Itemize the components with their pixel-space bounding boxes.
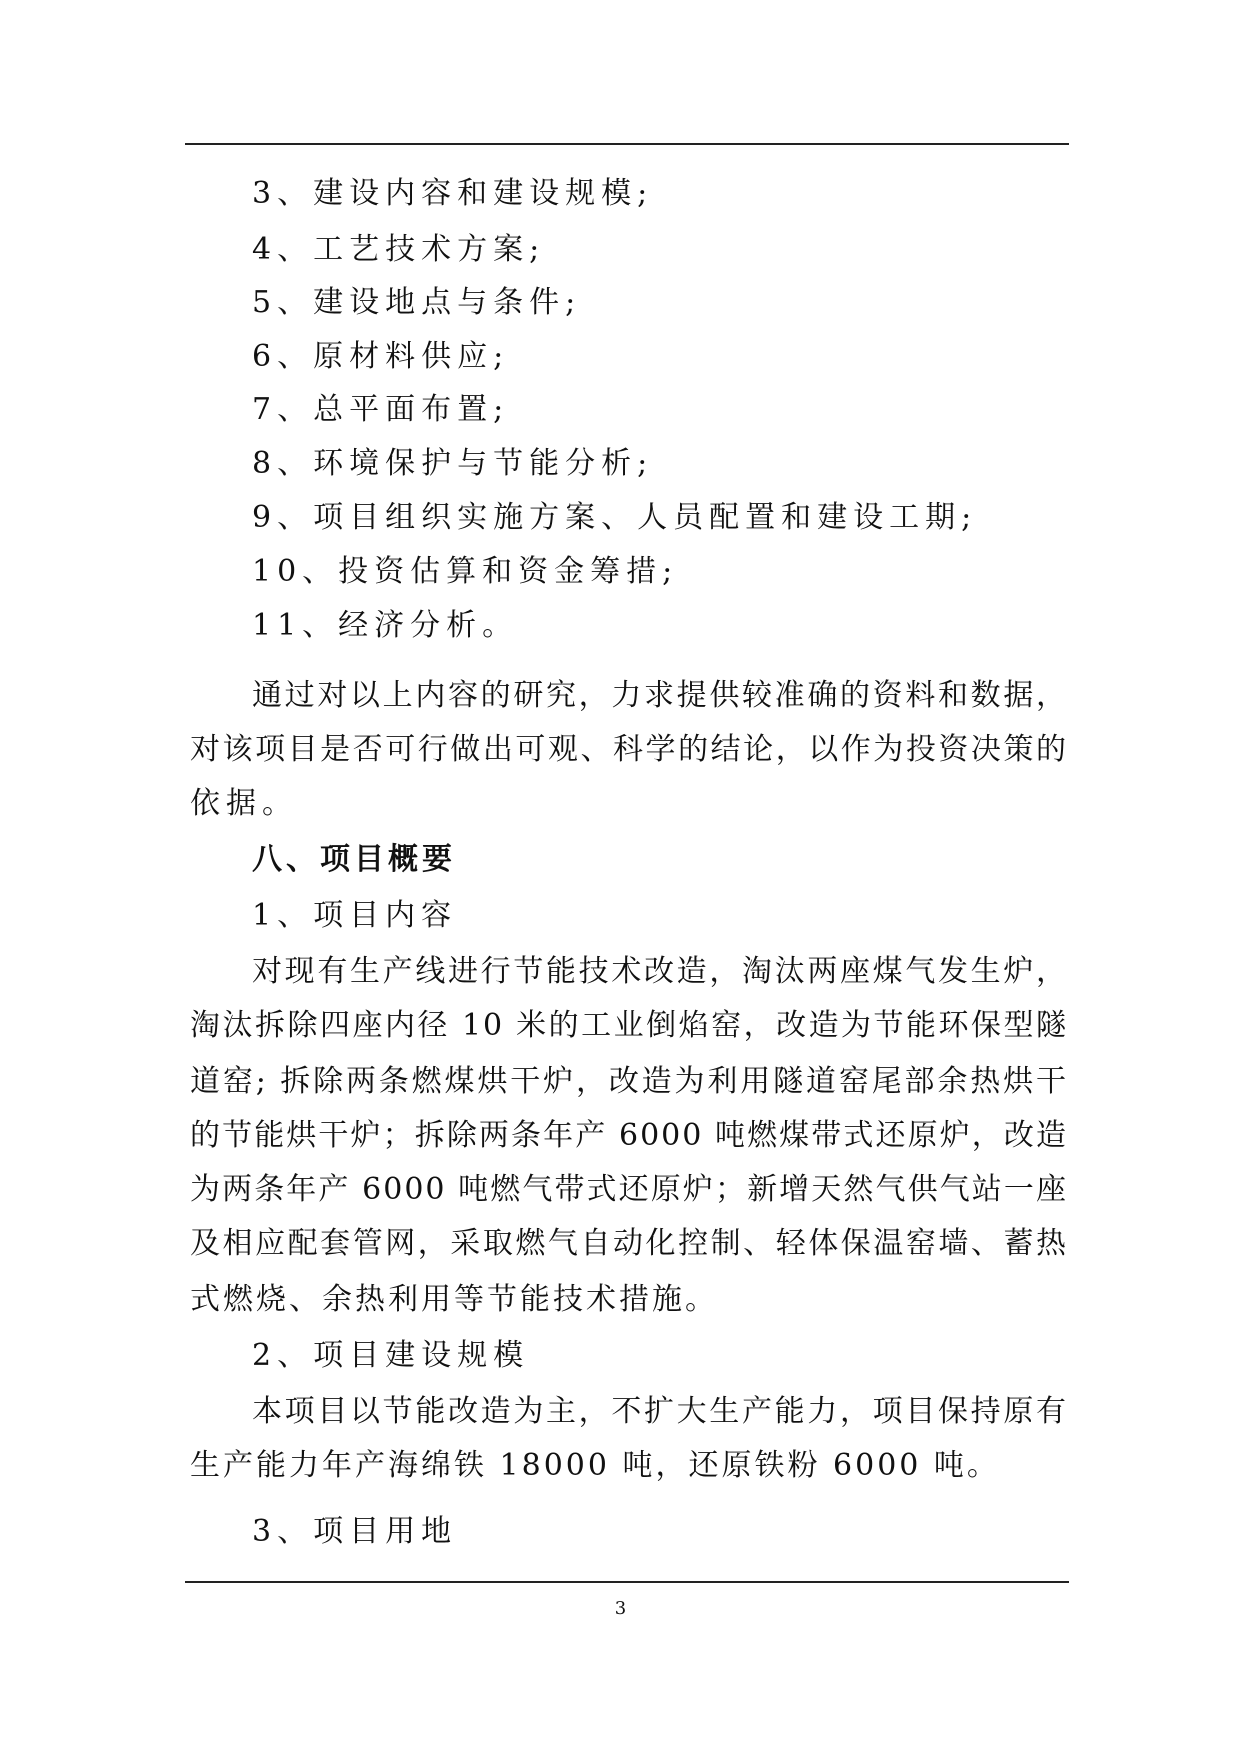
list-item: 3、建设内容和建设规模;	[252, 176, 654, 211]
list-item: 11、经济分析。	[252, 608, 519, 643]
section-heading: 八、项目概要	[252, 842, 456, 877]
conclusion-line: 依据。	[190, 786, 298, 821]
paragraph-line: 的节能烘干炉；拆除两条年产 6000 吨燃煤带式还原炉，改造	[190, 1118, 1068, 1153]
list-item: 8、环境保护与节能分析;	[252, 446, 654, 481]
paragraph-line: 为两条年产 6000 吨燃气带式还原炉；新增天然气供气站一座	[190, 1172, 1068, 1207]
conclusion-line: 通过对以上内容的研究，力求提供较准确的资料和数据，	[252, 678, 1068, 713]
paragraph-line: 生产能力年产海绵铁 18000 吨，还原铁粉 6000 吨。	[190, 1448, 1000, 1483]
footer-rule	[185, 1581, 1069, 1583]
paragraph-line: 式燃烧、余热利用等节能技术措施。	[190, 1282, 718, 1317]
paragraph-line: 淘汰拆除四座内径 10 米的工业倒焰窑，改造为节能环保型隧	[190, 1008, 1068, 1043]
list-item: 7、总平面布置;	[252, 392, 510, 427]
subsection-heading: 1、项目内容	[252, 898, 458, 933]
header-rule	[185, 143, 1069, 145]
paragraph-line: 对现有生产线进行节能技术改造，淘汰两座煤气发生炉，	[252, 954, 1068, 989]
list-item: 6、原材料供应;	[252, 339, 510, 374]
list-item: 5、建设地点与条件;	[252, 285, 582, 320]
conclusion-line: 对该项目是否可行做出可观、科学的结论，以作为投资决策的	[190, 732, 1068, 767]
page-number: 3	[614, 1598, 627, 1619]
subsection-heading: 2、项目建设规模	[252, 1338, 530, 1373]
subsection-heading: 3、项目用地	[252, 1514, 458, 1549]
list-item: 4、工艺技术方案;	[252, 232, 546, 267]
list-item: 9、项目组织实施方案、人员配置和建设工期;	[252, 500, 978, 535]
paragraph-line: 及相应配套管网，采取燃气自动化控制、轻体保温窑墙、蓄热	[190, 1226, 1068, 1261]
list-item: 10、投资估算和资金筹措;	[252, 554, 679, 589]
paragraph-line: 道窑; 拆除两条燃煤烘干炉，改造为利用隧道窑尾部余热烘干	[190, 1064, 1068, 1099]
paragraph-line: 本项目以节能改造为主，不扩大生产能力，项目保持原有	[252, 1394, 1068, 1429]
